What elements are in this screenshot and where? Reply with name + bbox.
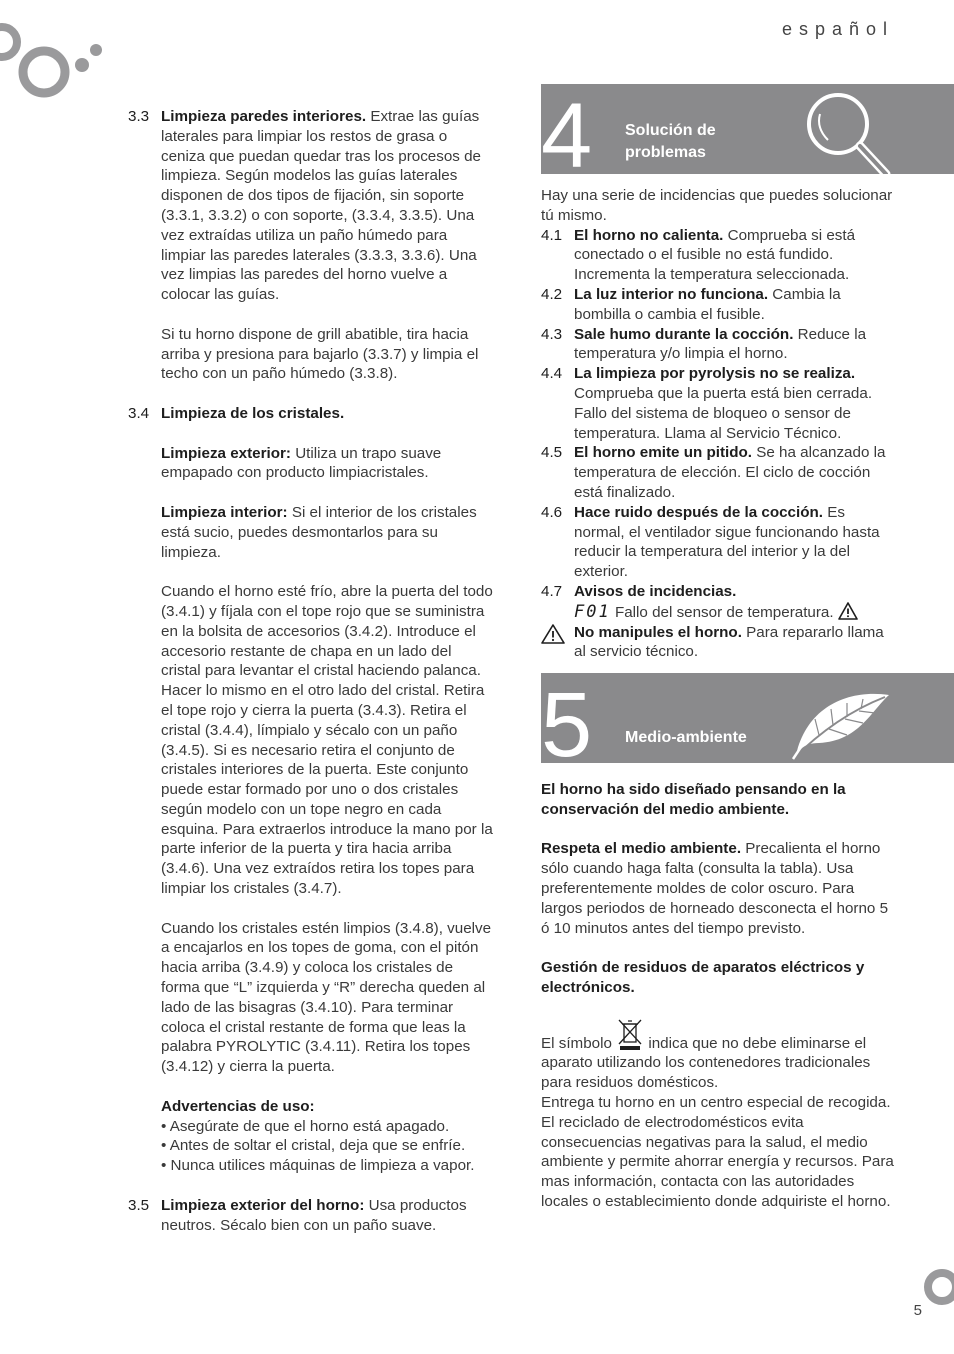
item-text: Comprueba que la puerta está bien cerrada. Fallo del sistema de bloqueo o sensor de temperatura. Llama al Servicio Técnico. [574, 384, 873, 442]
item-number: 3.4 [128, 404, 150, 422]
paragraph: El reciclado de electrodomésticos evita consecuencias negativas para la salud, el medio ambiente y permite ahorrar energía y recursos. Para mas información, contacta con las autoridades locales o establecimiento donde adquiriste el horno. [541, 1113, 894, 1210]
item-number: 3.3 [128, 108, 150, 125]
section-title: Medio-ambiente [625, 729, 747, 746]
item-text: Si tu horno dispone de grill abatible, tira hacia arriba y presiona para bajarlo (3.3.7) y limpia el techo con un paño húmedo (3.3.8). [161, 325, 479, 383]
problem-item [541, 582, 896, 623]
item-title: Sale humo durante la cocción. [574, 325, 794, 343]
problem-item [541, 325, 896, 365]
magnifier-icon [796, 92, 896, 174]
item-title: Avisos de incidencias. [574, 582, 737, 600]
section-5-content [541, 780, 896, 1212]
paragraph: indica que no debe eliminarse el aparato utilizando los contenedores tradicionales para residuos domésticos. [541, 1034, 871, 1092]
item-text: Extrae las guías laterales para limpiar los restos de grasa o ceniza que puedan quedar tras los procesos de limpieza. Según modelos las guías laterales disponen de dos tipos de fijación, sin soporte (3.3.1, 3.3.2) o con soporte, (3.3.4, 3.3.5). Una vez extraídas utiliza un paño húmedo para limpiar las paredes laterales (3.3.3, 3.3.6). Una vez limpias las paredes del horno vuelve a colocar las guías. [161, 108, 481, 304]
section-number: 5 [541, 674, 593, 776]
item-text: Reduce la temperatura y/o limpia el horno. [574, 325, 867, 363]
subheading: Respeta el medio ambiente. [541, 840, 742, 858]
paragraph: Entrega tu horno en un centro especial de recogida. [541, 1093, 891, 1111]
item-title: Hace ruido después de la cocción. [574, 503, 823, 521]
paragraph: Precalienta el horno sólo cuando haga falta (consulta la tabla). Usa preferentemente moldes de color oscuro. Para largos periodos de horneado desconecta el horno 5 ó 10 minutos antes del tiempo previsto. [541, 840, 889, 937]
item-text: Usa productos neutros. Sécalo bien con un paño suave. [161, 1196, 467, 1234]
paragraph: El símbolo [541, 1034, 617, 1052]
warning-icon [838, 602, 858, 620]
item-text: Es normal, el ventilador sigue funcionando hasta reducir la temperatura del interior y la del exterior. [574, 503, 880, 581]
problem-item [541, 503, 896, 582]
section-3-5 [128, 1196, 493, 1236]
decorative-circle-icon [922, 1268, 954, 1306]
item-text: Cambia la bombilla o cambia el fusible. [574, 285, 841, 323]
section-3-3 [128, 107, 493, 384]
item-text: Comprueba si está conectado o el fusible no está fundido. Incrementa la temperatura seleccionada. [574, 226, 856, 284]
paragraph: Cuando los cristales estén limpios (3.4.8), vuelve a encajarlos en los topes de goma, con el pitón hacia arriba (3.4.9) y coloca los cristales de forma que “L” izquierda y “R” derecha queden al lado de las bisagras (3.4.10). Para terminar coloca el cristal restante de forma que leas la palabra PYROLYTIC (3.4.11). Retira los topes (3.4.12) y cierra la puerta. [161, 919, 492, 1076]
item-number: 4.3 [541, 325, 563, 343]
page-number: 5 [913, 1302, 922, 1319]
leaf-icon [789, 681, 894, 761]
subheading: Limpieza interior: [161, 503, 288, 521]
problem-item [541, 226, 896, 285]
item-number: 4.6 [541, 503, 563, 521]
brand-logo-icon [0, 20, 110, 105]
bullet-item: • Asegúrate de que el horno está apagado. [161, 1117, 450, 1135]
problem-item [541, 443, 896, 502]
item-text: Para repararlo llama al servicio técnico. [574, 623, 884, 661]
bullet-item: • Antes de soltar el cristal, deja que se enfríe. [161, 1137, 466, 1155]
error-code-display: F01 [574, 601, 611, 622]
item-title: El horno emite un pitido. [574, 444, 753, 462]
language-label: español [781, 19, 894, 39]
paragraph: Si el interior de los cristales está sucio, puedes desmontarlos para su limpieza. [161, 503, 477, 561]
section-4-content [541, 186, 896, 662]
item-number: 4.7 [541, 582, 563, 600]
subheading: Gestión de residuos de aparatos eléctricos y electrónicos. [541, 959, 865, 996]
section-5-banner [541, 673, 954, 776]
warning-icon [541, 624, 565, 644]
section-title-line: problemas [625, 144, 706, 161]
intro-text: Hay una serie de incidencias que puedes solucionar tú mismo. [541, 187, 893, 224]
item-title: Limpieza paredes interiores. [161, 108, 367, 125]
warning-item [541, 623, 896, 663]
section-4-banner [541, 84, 954, 187]
item-text: Se ha alcanzado la temperatura de elección. El ciclo de cocción está finalizado. [574, 444, 886, 501]
crossed-bin-icon [616, 1018, 644, 1052]
item-title: No manipules el horno. [574, 623, 742, 641]
section-title-line: Solución de [625, 122, 716, 139]
paragraph: Cuando el horno esté frío, abre la puerta del todo (3.4.1) y fíjala con el tope rojo que se suministra en la bolsita de accesorios (3.4.2). Introduce el accesorio restante de chapa en un lado del cristal para levantar el cristal haciendo palanca. Hacer lo mismo en el otro lado del cristal. Retira el tope rojo y cierra la puerta (3.4.3). Retira el cristal (3.4.4), límpialo y sécalo con un paño (3.4.5). Si es necesario retira el conjunto de cristales interiores de la puerta. Este conjunto puede estar formado por uno o dos cristales según modelo con un tope negro en cada esquina. Para extraerlos introduce la mano por la parte inferior de la puerta y tira hacia arriba (3.4.6). Una vez extraídos retira los topes para limpiar los cristales (3.4.7). [161, 583, 493, 898]
item-number: 4.5 [541, 444, 563, 462]
item-title: Limpieza de los cristales. [161, 404, 345, 422]
intro-text: El horno ha sido diseñado pensando en la conservación del medio ambiente. [541, 781, 846, 818]
subheading: Limpieza exterior: [161, 444, 291, 462]
item-number: 4.4 [541, 365, 563, 383]
paragraph: Utiliza un trapo suave empapado con producto limpiacristales. [161, 444, 442, 482]
left-column [128, 107, 493, 1235]
section-3-4 [128, 404, 493, 1176]
item-number: 3.5 [128, 1196, 150, 1214]
section-title [625, 120, 716, 164]
bullet-item: • Nunca utilices máquinas de limpieza a vapor. [161, 1157, 475, 1175]
item-text: Fallo del sensor de temperatura. [610, 603, 838, 621]
section-number: 4 [541, 85, 593, 187]
item-title: Limpieza exterior del horno: [161, 1196, 365, 1214]
subheading: Advertencias de uso: [161, 1097, 315, 1115]
item-title: La luz interior no funciona. [574, 285, 769, 303]
item-title: El horno no calienta. [574, 226, 724, 244]
item-number: 4.1 [541, 226, 563, 244]
problem-item [541, 285, 896, 325]
problem-item [541, 364, 896, 443]
item-number: 4.2 [541, 285, 563, 303]
item-title: La limpieza por pyrolysis no se realiza. [574, 365, 856, 383]
